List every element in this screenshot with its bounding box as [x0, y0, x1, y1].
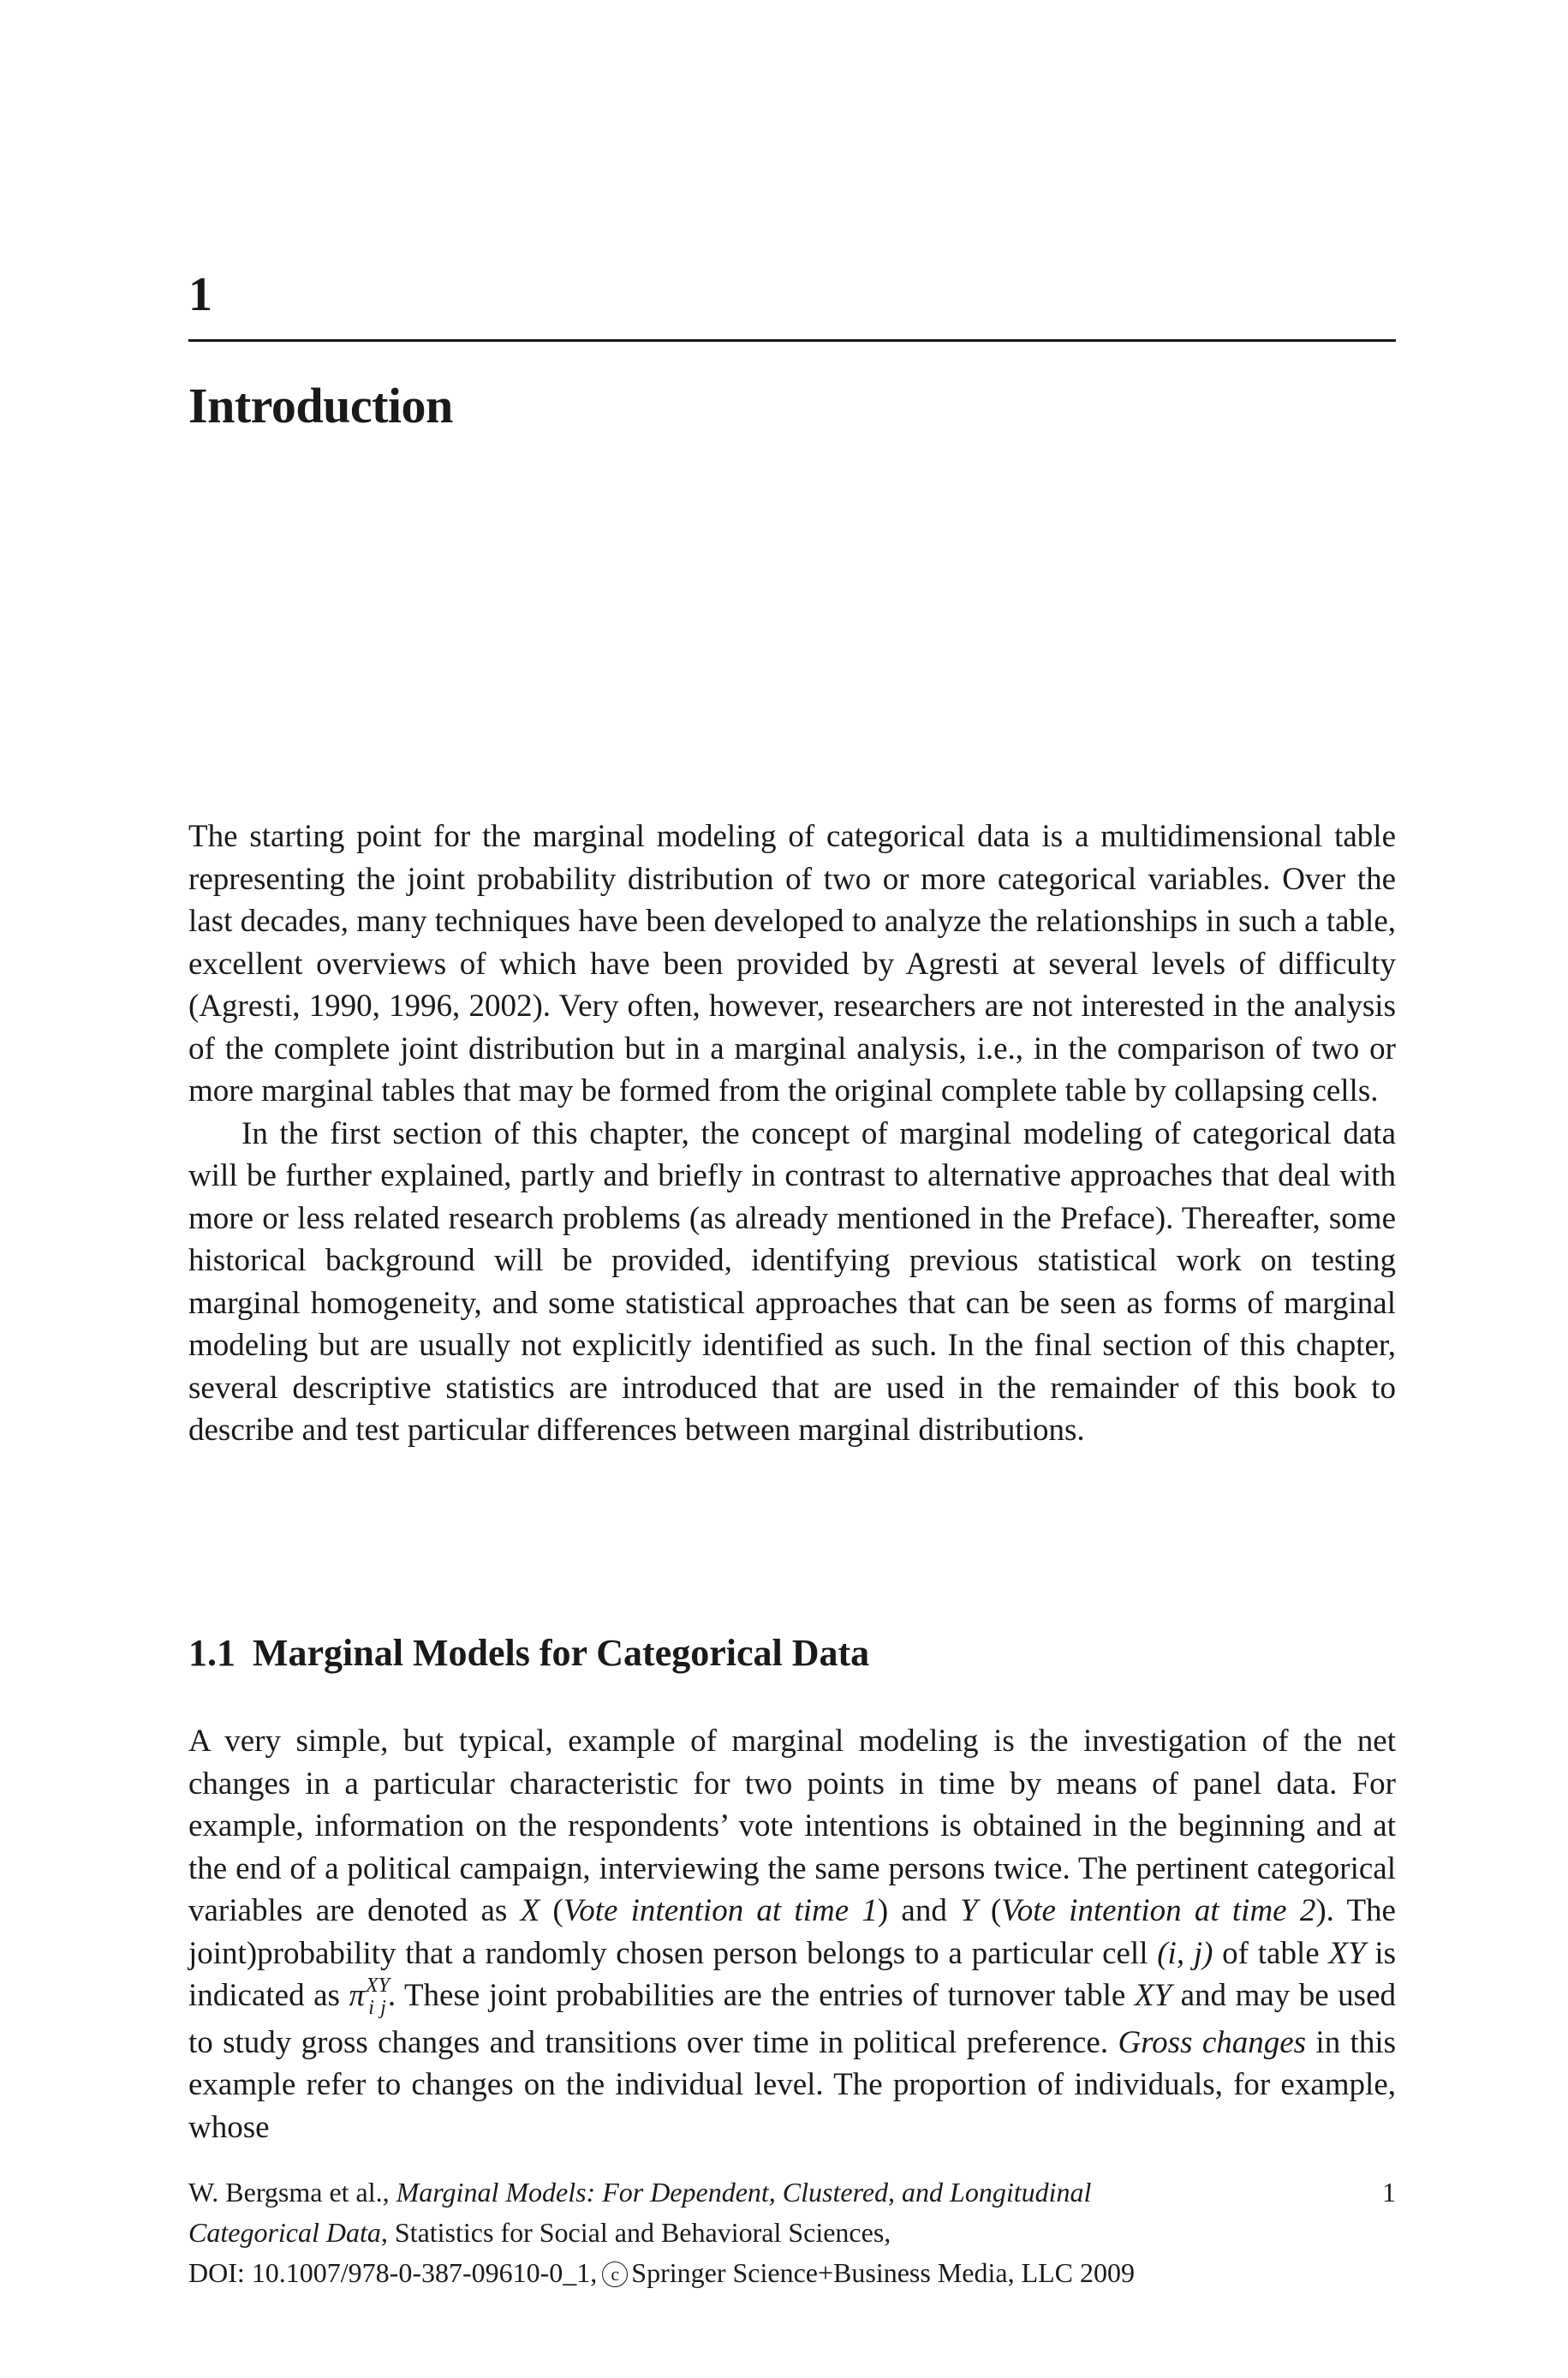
intro-paragraph-2: In the first section of this chapter, the concept of marginal modeling of categorical data will be further explained, partly and briefly in contrast to alternative approaches that deal with more or less related research problems (as already mentioned in the Preface). Thereafter, some historical background will be provided, identifying previous statistical work on testing marginal homogeneity, and some statistical approaches that can be seen as forms of marginal modeling but are usually not explicitly identified as such. In the final section of this chapter, several descriptive statistics are introduced that are used in the remainder of this book to describe and test particular differences between marginal distributions.	[188, 1115, 1396, 1448]
book-page	[188, 0, 1396, 2378]
variable-y: Y	[960, 1893, 978, 1928]
section-text	[188, 1720, 1396, 2148]
citation-footer	[188, 2172, 1396, 2293]
chapter-title: Introduction	[188, 378, 453, 433]
pi-superscript: XY	[366, 1975, 389, 1997]
page-number: 1	[1382, 2177, 1396, 2208]
book-title: Marginal Models: For Dependent, Clustered, and Longitudinal	[396, 2177, 1092, 2208]
cell-index: (i, j)	[1157, 1935, 1213, 1971]
chapter-rule	[188, 339, 1396, 342]
copyright-icon: c	[602, 2261, 628, 2287]
section-paragraph-1: A very simple, but typical, example of marginal modeling is the investigation of the net changes in a particular characteristic for two points in time by means of panel data. For example, information on the respondents’ vote intentions is obtained in the beginning and at the end of a political campaign, interviewing the same persons twice. The pertinent categorical variables are denoted as X (Vote intention at time 1) and Y (Vote intention at time 2). The joint)probability that a randomly chosen person belongs to a particular cell (i, j) of table XY is indicated as $\pi^{XY}_{i j}$. These joint probabilities are the entries of turnover table XY and may be used to study gross changes and transitions over time in political preference. Gross changes in this example refer to changes on the individual level. The proportion of individuals, for example, whose	[188, 1724, 1396, 2145]
intro-text	[188, 816, 1396, 1452]
doi: DOI: 10.1007/978-0-387-09610-0_1,	[188, 2257, 598, 2288]
section-number: 1.1	[188, 1632, 235, 1674]
footer-line-2: Categorical Data, Statistics for Social and Behavioral Sciences,	[188, 2217, 891, 2248]
footer-line-1: W. Bergsma et al., Marginal Models: For Dependent, Clustered, and Longitudinal	[188, 2177, 1092, 2208]
footer-line-3: DOI: 10.1007/978-0-387-09610-0_1, c Springer Science+Business Media, LLC 2009	[188, 2257, 1136, 2288]
section-title: Marginal Models for Categorical Data	[253, 1632, 870, 1674]
chapter-number: 1	[188, 268, 212, 321]
variable-x: X	[520, 1893, 540, 1928]
variable-x-label: Vote intention at time 1	[563, 1893, 878, 1928]
pi-symbol: π	[349, 1978, 366, 2013]
table-xy: XY	[1328, 1935, 1366, 1971]
table-xy-2: XY	[1134, 1978, 1172, 2013]
section-heading	[188, 1633, 869, 1674]
gross-changes-term: Gross changes	[1118, 2024, 1307, 2060]
variable-y-label: Vote intention at time 2	[1001, 1893, 1316, 1928]
intro-paragraph-1: The starting point for the marginal modeling of categorical data is a multidimensional table representing the joint probability distribution of two or more categorical variables. Over the last decades, many techniques have been developed to analyze the relationships in such a table, excellent overviews of which have been provided by Agresti at several levels of difficulty (Agresti, 1990, 1996, 2002). Very often, however, researchers are not interested in the analysis of the complete joint distribution but in a marginal analysis, i.e., in the comparison of two or more marginal tables that may be formed from the original complete table by collapsing cells.	[188, 819, 1396, 1108]
pi-subscript: i j	[368, 1997, 386, 2019]
